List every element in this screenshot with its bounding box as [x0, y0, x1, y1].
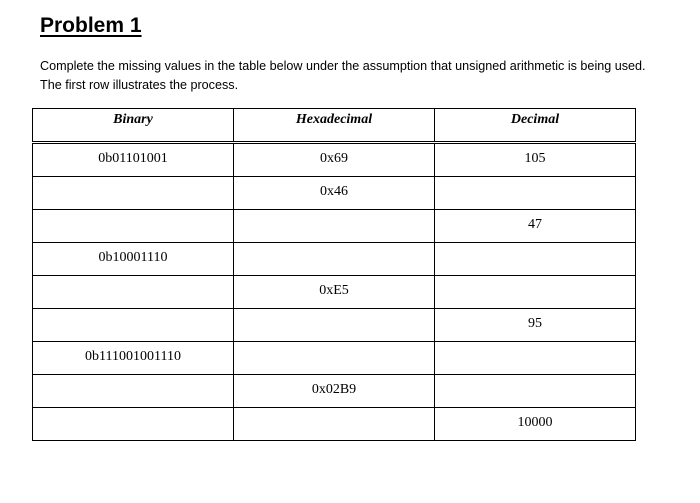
table-row — [33, 143, 636, 177]
table-row — [33, 342, 636, 375]
hexadecimal-cell — [234, 309, 435, 342]
decimal-cell: 47 — [435, 210, 636, 243]
table-header-row — [33, 109, 636, 143]
decimal-cell: 105 — [435, 143, 636, 177]
decimal-cell — [435, 243, 636, 276]
decimal-cell — [435, 177, 636, 210]
binary-cell: 0b01101001 — [33, 143, 234, 177]
hexadecimal-cell — [234, 408, 435, 441]
conversion-table — [32, 108, 636, 441]
table-row — [33, 276, 636, 309]
table-row — [33, 408, 636, 441]
hexadecimal-cell: 0x46 — [234, 177, 435, 210]
decimal-cell — [435, 375, 636, 408]
hexadecimal-cell: 0x02B9 — [234, 375, 435, 408]
decimal-cell: 95 — [435, 309, 636, 342]
binary-cell — [33, 276, 234, 309]
table-row — [33, 375, 636, 408]
header-decimal: Decimal — [435, 109, 636, 143]
binary-cell — [33, 210, 234, 243]
hexadecimal-cell: 0x69 — [234, 143, 435, 177]
problem-title: Problem 1 — [40, 14, 142, 37]
hexadecimal-cell: 0xE5 — [234, 276, 435, 309]
header-hexadecimal: Hexadecimal — [234, 109, 435, 143]
hexadecimal-cell — [234, 243, 435, 276]
decimal-cell — [435, 276, 636, 309]
decimal-cell — [435, 342, 636, 375]
binary-cell — [33, 177, 234, 210]
table-row — [33, 309, 636, 342]
decimal-cell: 10000 — [435, 408, 636, 441]
binary-cell: 0b111001001110 — [33, 342, 234, 375]
table-row — [33, 243, 636, 276]
binary-cell — [33, 309, 234, 342]
binary-cell — [33, 408, 234, 441]
hexadecimal-cell — [234, 342, 435, 375]
hexadecimal-cell — [234, 210, 435, 243]
binary-cell: 0b10001110 — [33, 243, 234, 276]
problem-instructions: Complete the missing values in the table below under the assumption that unsigned arithmetic is being used. The first row illustrates the process. — [40, 59, 646, 92]
header-binary: Binary — [33, 109, 234, 143]
table-row — [33, 177, 636, 210]
binary-cell — [33, 375, 234, 408]
table-row — [33, 210, 636, 243]
